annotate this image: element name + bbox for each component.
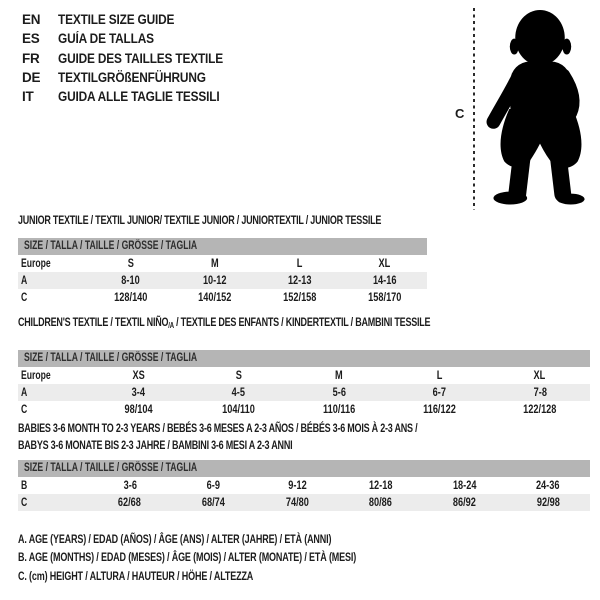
size-cell: M bbox=[335, 369, 343, 382]
size-cell: 110/116 bbox=[322, 403, 356, 416]
size-cell: 24-36 bbox=[536, 479, 560, 492]
table-row bbox=[18, 289, 427, 306]
size-cell: XL bbox=[378, 257, 391, 270]
size-cell: XS bbox=[132, 369, 145, 382]
size-cell: L bbox=[436, 369, 443, 382]
size-header-bar: SIZE / TALLA / TAILLE / GRÖSSE / TAGLIA bbox=[18, 460, 590, 477]
size-cell: 3-4 bbox=[131, 386, 145, 399]
language-label: GUÍA DE TALLAS bbox=[58, 31, 154, 47]
size-cell: 9-12 bbox=[287, 479, 307, 492]
size-header-bar: SIZE / TALLA / TAILLE / GRÖSSE / TAGLIA bbox=[18, 238, 427, 255]
row-label: C bbox=[21, 496, 28, 509]
babies-section-title: BABIES 3-6 MONTH TO 2-3 YEARS / BEBÉS 3-6 MESES A 2-3 AÑOS / BÉBÉS 3-6 MOIS À 2-3 ANS / BABYS 3-6 MONATE BIS 2-3 JAHRE / BAMBINI 3-6 MESI A 2-3 ANNI bbox=[18, 421, 418, 452]
babies-size-table bbox=[18, 460, 590, 511]
size-cell: L bbox=[297, 257, 303, 270]
junior-section-title: JUNIOR TEXTILE / TEXTIL JUNIOR/ TEXTILE JUNIOR / JUNIORTEXTIL / JUNIOR TESSILE bbox=[18, 213, 382, 227]
junior-size-table bbox=[18, 238, 427, 306]
row-label: Europe bbox=[21, 257, 51, 270]
table-row bbox=[18, 494, 590, 511]
size-header-bar: SIZE / TALLA / TAILLE / GRÖSSE / TAGLIA bbox=[18, 350, 590, 367]
size-cell: 5-6 bbox=[332, 386, 346, 399]
table-row bbox=[18, 401, 590, 418]
size-cell: 86/92 bbox=[453, 496, 477, 509]
language-row bbox=[22, 49, 246, 68]
size-cell: 3-6 bbox=[123, 479, 137, 492]
size-cell: S bbox=[235, 369, 242, 382]
size-cell: 98/104 bbox=[124, 403, 153, 416]
size-cell: 18-24 bbox=[452, 479, 477, 492]
row-label: A bbox=[21, 274, 28, 287]
table-row bbox=[18, 255, 427, 272]
table-row bbox=[18, 384, 590, 401]
height-dotted-line bbox=[473, 8, 475, 210]
size-cell: 74/80 bbox=[285, 496, 309, 509]
figure-height-label: C bbox=[455, 106, 465, 121]
language-code: FR bbox=[22, 50, 40, 66]
footnote-line: B. AGE (MONTHS) / EDAD (MESES) / ÂGE (MOIS) / ALTER (MONATE) / ETÀ (MESI) bbox=[18, 550, 357, 565]
footnotes bbox=[18, 530, 469, 585]
size-cell: 80/86 bbox=[369, 496, 393, 509]
size-cell: 8-10 bbox=[121, 274, 140, 287]
language-label: TEXTILGRÖßENFÜHRUNG bbox=[58, 70, 206, 86]
size-cell: 104/110 bbox=[222, 403, 255, 416]
footnote-line: A. AGE (YEARS) / EDAD (AÑOS) / ÂGE (ANS) / ALTER (JAHRE) / ETÀ (ANNI) bbox=[18, 532, 332, 547]
language-list bbox=[22, 10, 246, 106]
language-label: TEXTILE SIZE GUIDE bbox=[58, 12, 175, 28]
row-label: C bbox=[21, 403, 28, 416]
row-label: A bbox=[21, 386, 28, 399]
table-row bbox=[18, 272, 427, 289]
language-code: EN bbox=[22, 12, 41, 28]
size-cell: S bbox=[127, 257, 134, 270]
language-code: DE bbox=[22, 70, 41, 86]
size-cell: 10-12 bbox=[203, 274, 227, 287]
children-section-title: CHILDREN'S TEXTILE / TEXTIL $NIÑO_{/A}$ / TEXTILE DES ENFANTS / KINDERTEXTIL / BAMBINI TESSILE bbox=[18, 315, 431, 330]
size-cell: 14-16 bbox=[372, 274, 397, 287]
size-cell: M bbox=[211, 257, 219, 270]
size-cell: 116/122 bbox=[423, 403, 456, 416]
size-cell: 6-7 bbox=[432, 386, 447, 399]
language-row bbox=[22, 87, 246, 106]
size-cell: 152/158 bbox=[283, 291, 317, 304]
row-label: Europe bbox=[21, 369, 51, 382]
size-cell: 158/170 bbox=[367, 291, 402, 304]
size-cell: 122/128 bbox=[523, 403, 557, 416]
language-label: GUIDE DES TAILLES TEXTILE bbox=[58, 50, 224, 66]
children-size-table bbox=[18, 350, 590, 418]
row-label: B bbox=[21, 479, 28, 492]
language-row bbox=[22, 10, 246, 29]
size-cell: 140/152 bbox=[198, 291, 232, 304]
language-label: GUIDA ALLE TAGLIE TESSILI bbox=[58, 89, 220, 105]
size-cell: 12-18 bbox=[369, 479, 393, 492]
table-row bbox=[18, 477, 590, 494]
language-row bbox=[22, 68, 246, 87]
size-cell: 12-13 bbox=[288, 274, 312, 287]
row-label: C bbox=[21, 291, 28, 304]
size-cell: 62/68 bbox=[118, 496, 142, 509]
size-cell: XL bbox=[533, 369, 546, 382]
size-cell: 6-9 bbox=[206, 479, 221, 492]
size-cell: 7-8 bbox=[533, 386, 547, 399]
language-code: ES bbox=[22, 31, 40, 47]
footnote-line: C. (cm) HEIGHT / ALTURA / HAUTEUR / HÖHE / ALTEZZA bbox=[18, 568, 254, 583]
table-row bbox=[18, 367, 590, 384]
language-code: IT bbox=[22, 89, 34, 105]
size-cell: 128/140 bbox=[113, 291, 147, 304]
baby-silhouette-icon bbox=[483, 6, 598, 206]
size-cell: 68/74 bbox=[201, 496, 226, 509]
size-cell: 92/98 bbox=[536, 496, 560, 509]
size-cell: 4-5 bbox=[231, 386, 246, 399]
language-row bbox=[22, 29, 246, 48]
